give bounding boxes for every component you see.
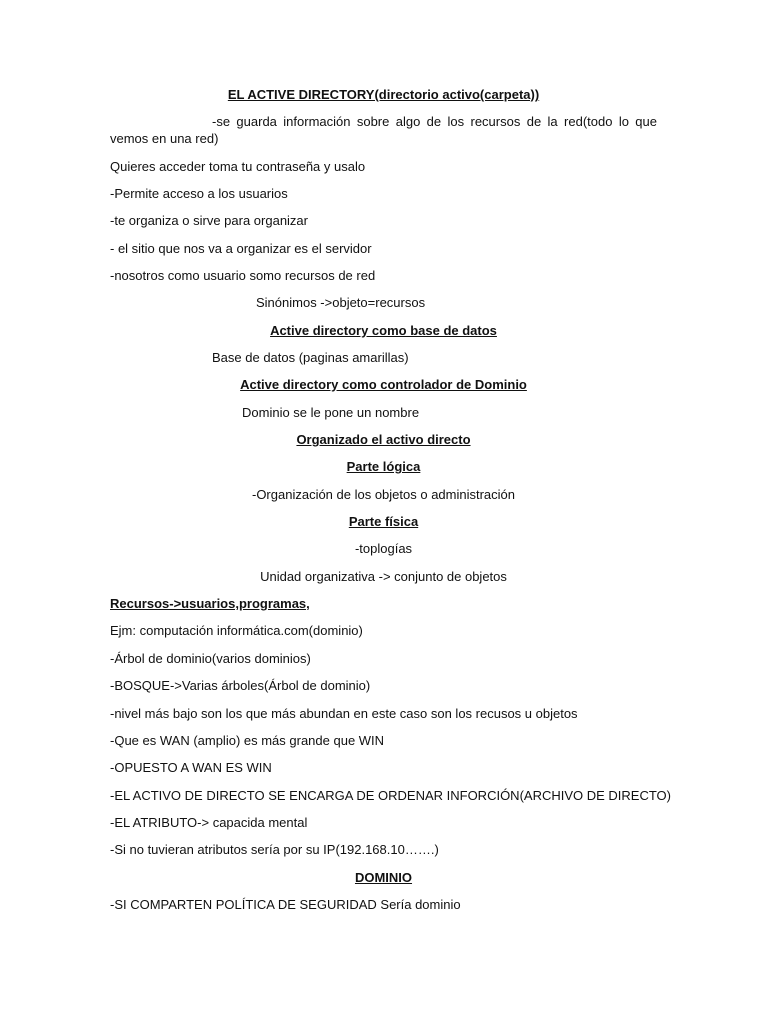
text-line: -BOSQUE->Varias árboles(Árbol de dominio): [110, 678, 371, 693]
text-line: -Si no tuvieran atributos sería por su IP(192.168.10…….): [110, 842, 439, 857]
document-title: EL ACTIVE DIRECTORY(directorio activo(carpeta)): [227, 87, 540, 102]
section-heading: Parte lógica: [346, 459, 421, 474]
section-heading: Recursos->usuarios,programas,: [110, 596, 310, 611]
text-line: -Árbol de dominio(varios dominios): [110, 651, 311, 666]
text-line: -SI COMPARTEN POLÍTICA DE SEGURIDAD Sería dominio: [110, 897, 461, 912]
text-line: Ejm: computación informática.com(dominio): [110, 623, 363, 638]
text-line: -OPUESTO A WAN ES WIN: [110, 760, 272, 775]
text-line: Unidad organizativa -> conjunto de objetos: [260, 569, 507, 584]
text-line: Sinónimos ->objeto=recursos: [256, 295, 426, 310]
text-line: Dominio se le pone un nombre: [242, 405, 420, 420]
section-heading: Parte física: [348, 514, 419, 529]
section-heading: DOMINIO: [354, 870, 413, 885]
text-line: -Que es WAN (amplio) es más grande que WIN: [110, 733, 385, 748]
text-line: -Permite acceso a los usuarios: [110, 186, 288, 201]
text-line: -te organiza o sirve para organizar: [110, 213, 308, 228]
text-line: Base de datos (paginas amarillas): [212, 350, 409, 365]
text-line: Quieres acceder toma tu contraseña y usalo: [110, 159, 366, 174]
text-line: -Organización de los objetos o administración: [251, 487, 516, 502]
section-heading: Organizado el activo directo: [296, 432, 471, 447]
text-line: -nosotros como usuario somo recursos de red: [110, 268, 376, 283]
text-line: -EL ACTIVO DE DIRECTO SE ENCARGA DE ORDENAR INFORCIÓN(ARCHIVO DE DIRECTO): [110, 788, 671, 803]
section-heading: Active directory como controlador de Dominio: [240, 377, 527, 392]
text-line: -EL ATRIBUTO-> capacida mental: [110, 815, 308, 830]
text-line: - el sitio que nos va a organizar es el servidor: [110, 241, 372, 256]
intro-paragraph: -se guarda información sobre algo de los recursos de la red(todo lo que vemos en una red): [110, 114, 657, 146]
text-line: -nivel más bajo son los que más abundan en este caso son los recusos u objetos: [110, 706, 578, 721]
section-heading: Active directory como base de datos: [270, 323, 497, 338]
text-line: -toplogías: [354, 541, 413, 556]
